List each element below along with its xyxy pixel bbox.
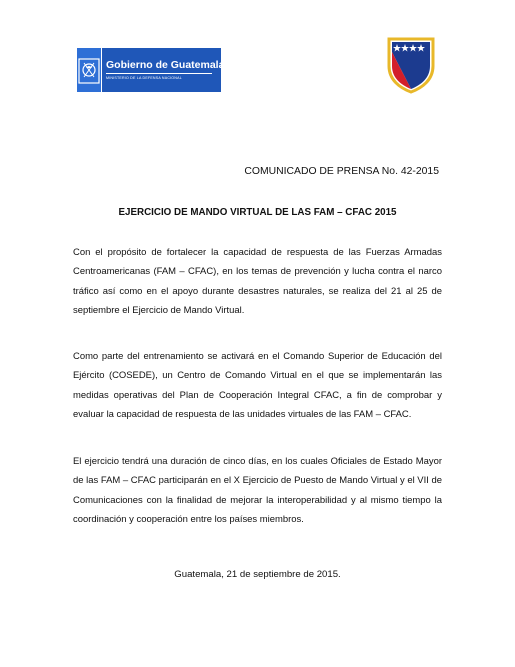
paragraph-1: Con el propósito de fortalecer la capacidad de respuesta de las Fuerzas Armadas Centroamericanas (FAM – CFAC), en los temas de prevención y lucha contra el narco tráfico así como en el apoyo durante desastres naturales, se realiza del 21 al 25 de septiembre el Ejercicio de Mando Virtual. (73, 247, 442, 317)
gov-logo-subtitle: MINISTERIO DE LA DEFENSA NACIONAL (106, 73, 212, 81)
document-title: EJERCICIO DE MANDO VIRTUAL DE LAS FAM – CFAC 2015 (118, 207, 397, 218)
paragraph-2: Como parte del entrenamiento se activará en el Comando Superior de Educación del Ejército (COSEDE), un Centro de Comando Virtual en el que se implementarán las medidas operativas del Plan de Cooperación Integral CFAC, a fin de comprobar y evaluar la capacidad de respuesta de las unidades virtuales de las FAM – CFAC. (73, 351, 442, 421)
press-release-number: COMUNICADO DE PRENSA No. 42-2015 (244, 166, 439, 177)
document-date: Guatemala, 21 de septiembre de 2015. (174, 569, 341, 580)
paragraph-3: El ejercicio tendrá una duración de cinco días, en los cuales Oficiales de Estado Mayor de las FAM – CFAC participarán en el X Ejercicio de Puesto de Mando Virtual y el VII de Comunicaciones con la finalidad de mejorar la interoperabilidad y al mismo tiempo la coordinación y cooperación entre los países miembros. (73, 456, 442, 526)
guatemala-coat-of-arms-icon (77, 48, 102, 92)
cfac-shield-icon (386, 36, 436, 94)
gov-logo-name: Gobierno de Guatemala (106, 59, 225, 71)
gov-logo-text (102, 48, 224, 92)
gobierno-de-guatemala-logo (77, 48, 225, 92)
